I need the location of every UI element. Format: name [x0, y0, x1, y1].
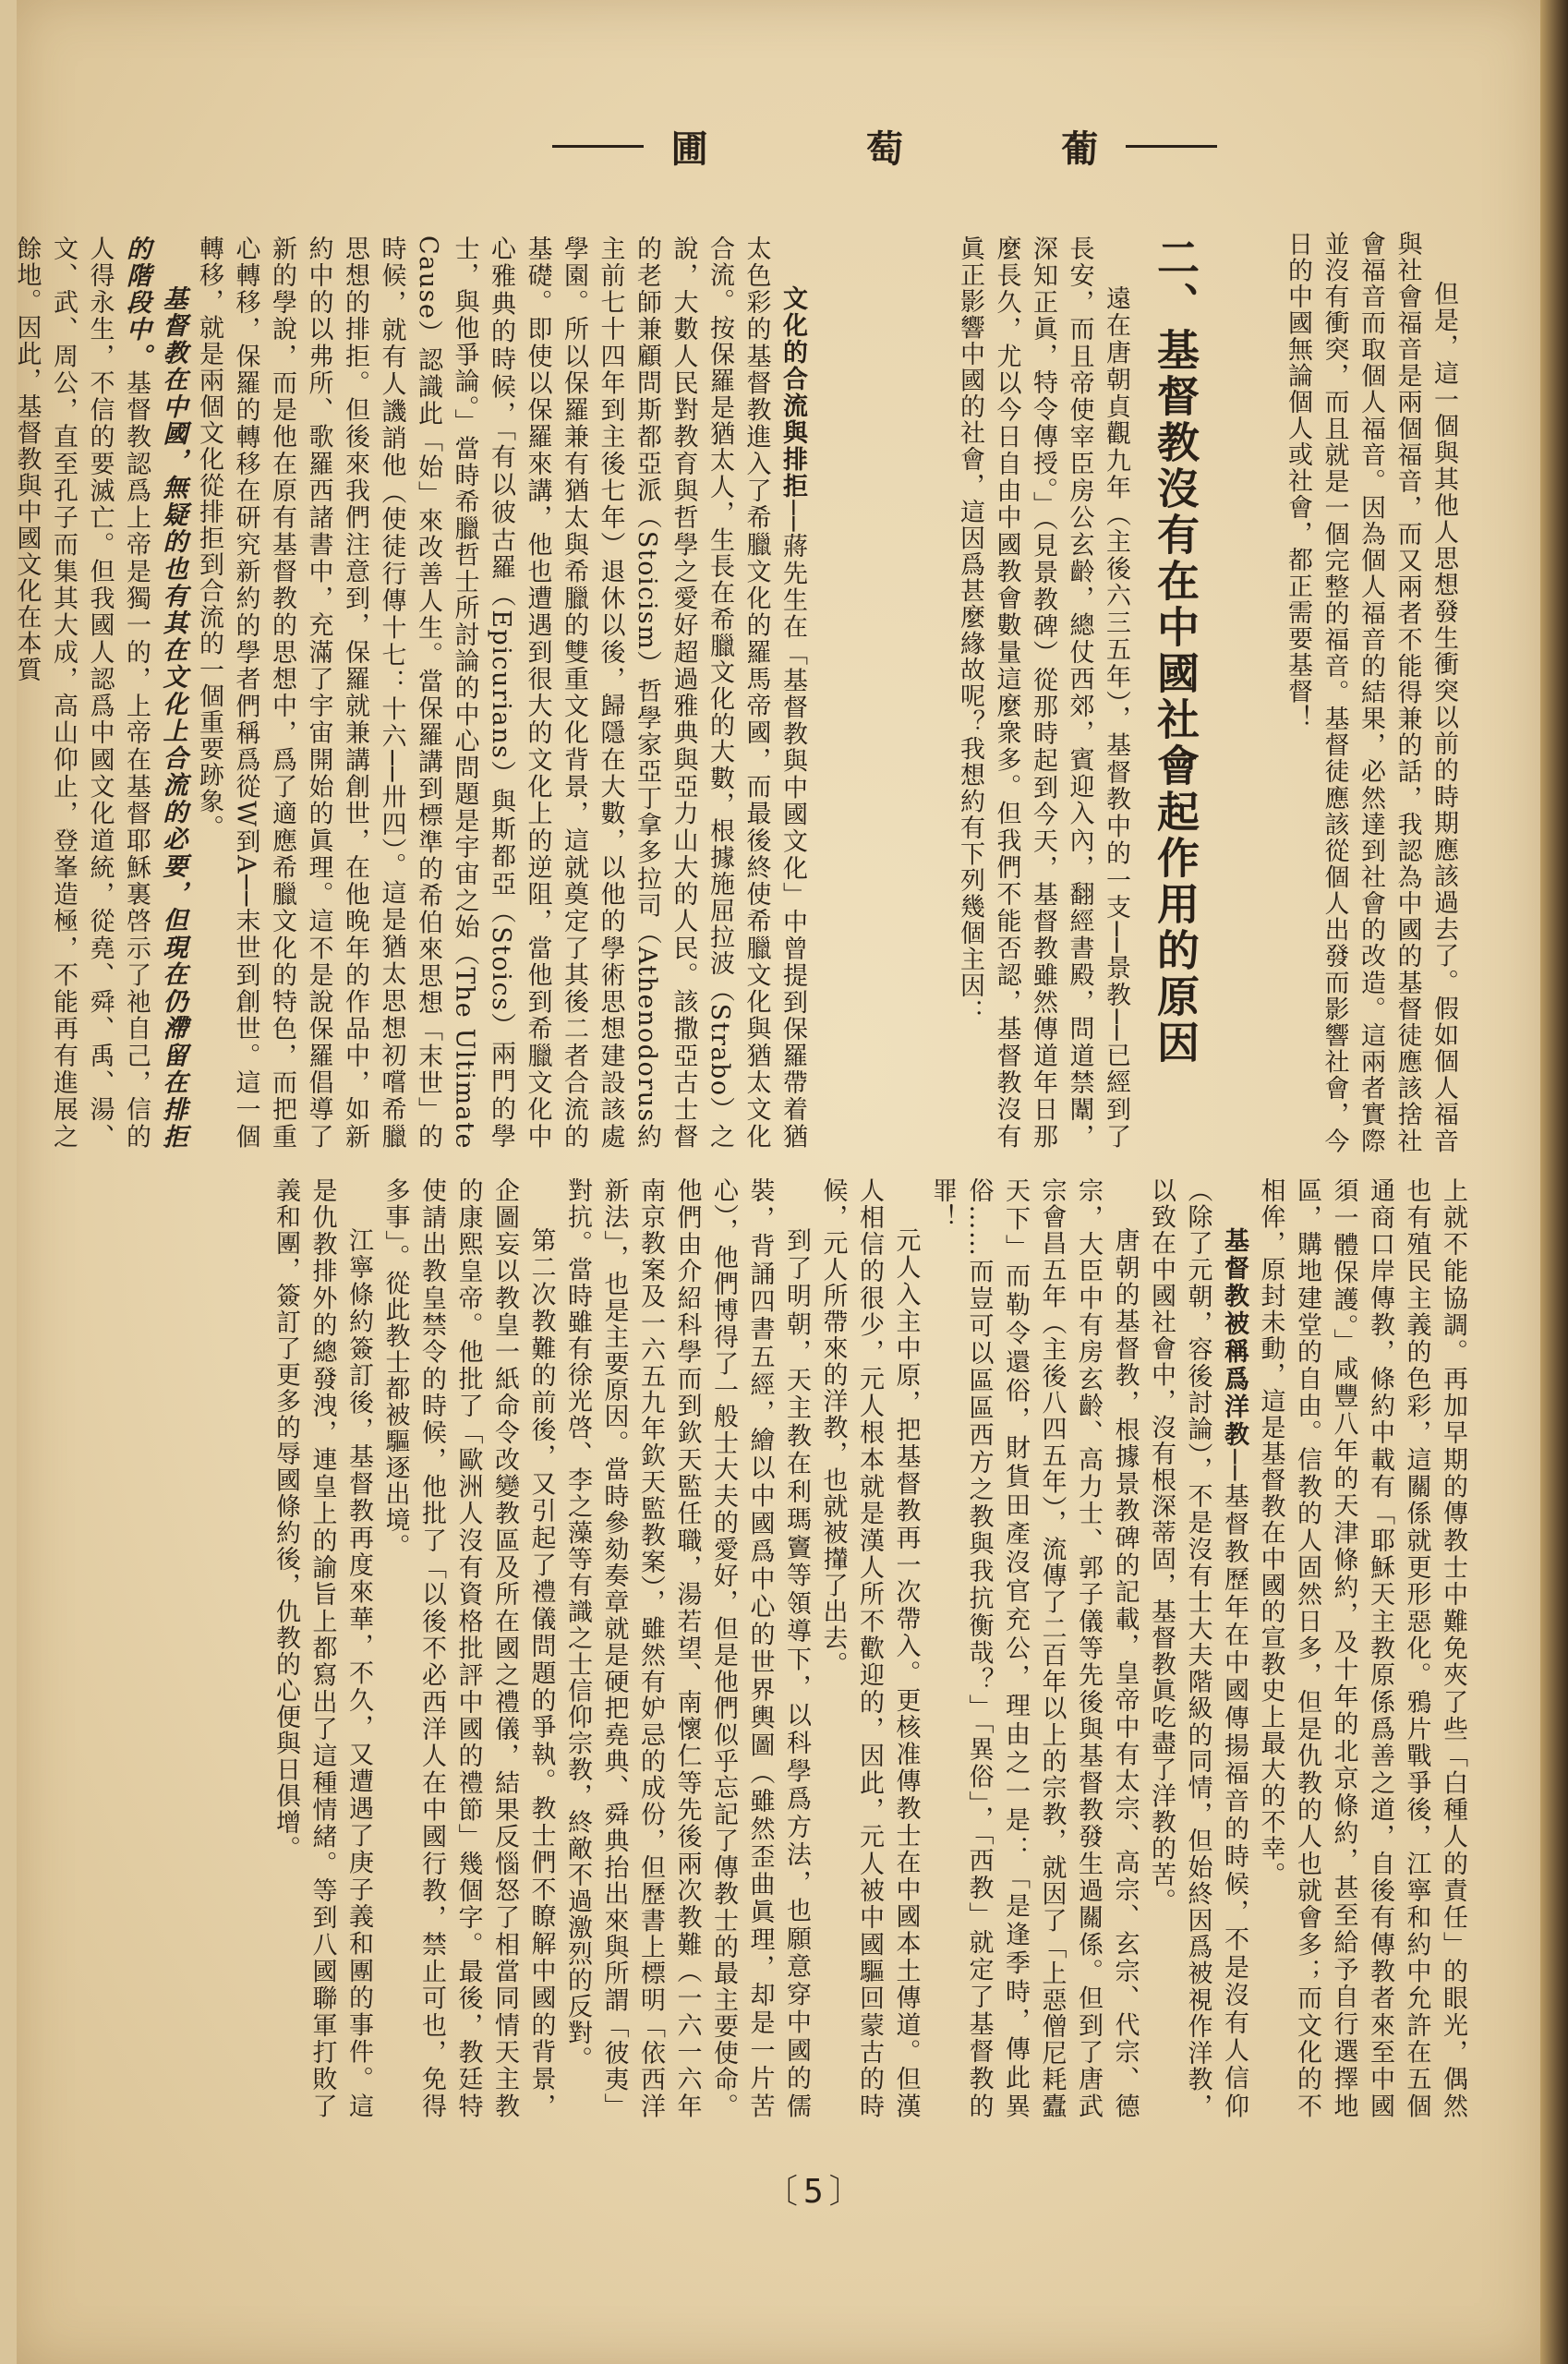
culture-paragraph-text: ──蔣先生在「基督教與中國文化」中曾提到保羅帶着猶太色彩的基督教進入了希臘文化的羅馬帝國，而最後終使希臘文化與猶太文化合流。按保羅是猶太人，生長在希臘文化的大數，根據施屈拉波（Strabo）之說，大數人民對教育與哲學之愛好超過雅典與亞力山大的人民。該撒亞古士督的老師兼顧問斯都亞派（Stoicism）哲學家亞丁拿多拉司（Athenodorus約主前七十四年到主後七年）退休以後，歸隱在大數，以他的學術思想建設該處學園。所以保羅兼有猶太與希臘的雙重文化背景，這就奠定了其後二者合流的基礎。即使以保羅來講，他也遭遇到很大的文化上的逆阻，當他到希臘文化中心雅典的時候，「有以彼古羅（Epicurians）與斯都亞（Stoics）兩門的學士，與他爭論。」當時希臘哲士所討論的中心問題是宇宙之始（The Ultimate Cause）認識此「始」來改善人生。當保羅講到標準的希伯來思想「末世」的時候，就有人譏誚他（使徒行傳十七：十六──卅四）。這是猶太思想初嚐希臘思想的排拒。但後來我們注意到，保羅就兼講創世，在他晚年的作品中，如新約中的以弗所、歌羅西諸書中，充滿了宇宙開始的眞理。這不是說保羅倡導了新的學說，而是他在原有基督教的思想中，爲了適應希臘文化的特色，而把重心轉移，保羅的轉移在研究新約的學者們稱爲從W到A──末世到創世。這一個轉移，就是兩個文化從排拒到合流的一個重要跡象。 [195, 235, 807, 1151]
page-sheet [12, 0, 1540, 2364]
rites-paragraph: 第二次教難的前後，又引起了禮儀問題的爭執。教士們不瞭解中國的背景，企圖妄以教皇一紙命令改變教區及所在國之禮儀，結果反惱怒了相當同情天主教的康熙皇帝。他批了「歐洲人沒有資格批評中國的禮節」幾個字。最後，教廷特使請出教皇禁令的時候，他批了「以後不必西洋人在中國行教，禁止可也，免得多事」。從此教士都被驅逐出境。 [380, 1177, 556, 2119]
boxer-paragraph: 江寧條約簽訂後，基督教再度來華，不久，又遭遇了庚子義和團的事件。這是仇教排外的總發洩，連皇上的諭旨上都寫出了這種情緒。等到八國聯軍打敗了義和團，簽訂了更多的辱國條約後，仇教的心便與日俱增。 [271, 1177, 373, 2119]
header-rule-right [1126, 145, 1217, 148]
section-paragraph-text: 遠在唐朝貞觀九年（主後六三五年），基督教中的一支──景教──已經到了長安，而且帝使宰臣房公玄齡，總仗西郊，賓迎入內，翻經書殿，問道禁闈，深知正眞，特令傳授。」（見景教碑）從那時起到今天，基督教雖然傳道年日那麼長久，尤以今日自由中國教會數量這麼衆多。但我們不能否認，基督教沒有眞正影響中國的社會，這因爲甚麼緣故呢？我想約有下列幾個主因： [956, 235, 1130, 1150]
section-title: 二、基督教沒有在中國社會起作用的原因 [1151, 235, 1200, 1067]
lower-block [30, 1177, 1471, 2119]
intro-text: 但是，這一個與其他人思想發生衝突以前的時期應該過去了。假如個人福音與社會福音是兩個福音，而又兩者不能得兼的話，我認為中國的基督徒應該捨社會福音而取個人福音。因為個人福音的結果，必然達到社會的改造。這兩者實際並沒有衝突，而且就是一個完整的福音。基督徒應該從個人出發而影響社會，今日的中國無論個人或社會，都正需要基督！ [1284, 231, 1458, 1154]
tang-paragraph: 唐朝的基督教，根據景教碑的記載，皇帝中有太宗、高宗、玄宗、代宗、德宗，大臣中有房玄齡、高力士、郭子儀等先後與基督教發生過關係。但到了唐武宗會昌五年（主後八四五年），流傳了二百年以上的宗教，就因了「上惡僧尼耗蠹天下」而勒令還俗，財貨田產沒官充公，理由之一是：「是逢季時，傳此異俗……而豈可以區區西方之教與我抗衡哉？」「異俗」，「西教」就定了基督教的罪！ [928, 1177, 1140, 2119]
continuation-paragraph: 上就不能協調。再加早期的傳教士中難免夾了些「白種人的責任」的眼光，偶然也有殖民主義的色彩，這關係就更形惡化。鴉片戰爭後，江寧和約中允許在五個通商口岸傳教，條約中載有「耶穌天主教原係爲善之道，自後有傳教者來至中國須一體保護。」咸豐八年的天津條約，及十年的北京條約，甚至給予自行選擇地區，購地建堂的自由。信教的人固然日多，但是仇教的人也就會多；而文化的不相侔，原封未動，這是基督教在中國的宣教史上最大的不幸。 [1256, 1177, 1467, 2119]
emphasis-paragraph [8, 235, 191, 1150]
intro-paragraph [1222, 231, 1462, 1154]
header-char-3: 葡 [1061, 127, 1099, 171]
foreign-religion-text: ──基督教歷年在中國傳揚福音的時候，不是沒有人信仰（除了元朝，容後討論），不是沒有士大夫階級的同情，但始終因爲被視作洋教，以致在中國社會中，沒有根深蒂固，基督教眞吃盡了洋教的苦。 [1147, 1177, 1248, 2119]
emphasis-text: 基督教在中國，無疑的也有其在文化上合流的必要，但現在仍滯留在排拒的階段中。 [122, 235, 187, 1150]
subhead-culture: 文化的合流與排拒 [778, 285, 807, 501]
binding-spine [1540, 0, 1568, 2364]
page-number: 〔5〕 [765, 2173, 868, 2211]
header-char-1: 圃 [670, 127, 708, 171]
header-rule-left [552, 145, 644, 148]
theology-paragraph-text: 基督教認爲上帝是獨一的，上帝在基督耶穌裏啓示了祂自己，信的人得永生，不信的要滅亡。但我國人認爲中國文化道統，從堯、舜、禹、湯、文、武、周公，直至孔子而集其大成，高山仰止，登峯造極，不能再有進展之餘地。因此，基督教與中國文化在本質 [12, 235, 151, 1151]
ming-paragraph: 到了明朝，天主教在利瑪竇等領導下，以科學爲方法，也願意穿中國的儒裝，背誦四書五經，繪以中國爲中心的世界輿圖（雖然歪曲眞理，却是一片苦心），他們博得了一般士大夫的愛好，但是他們似乎忘記了傳教士的最主要使命。他們由介紹科學而到欽天監任職，湯若望、南懷仁等先後兩次教難（一六一六年南京教案及一六五九年欽天監教案），雖然有妒忌的成份，但歷書上標明「依西洋新法」，也是主要原因。當時參劾奏章就是硬把堯典、舜典抬出來與所謂「彼夷」對抗。當時雖有徐光啓、李之藻等有識之士信仰宗教，終敵不過激烈的反對。 [563, 1177, 811, 2119]
foreign-religion-paragraph [1143, 1177, 1253, 2119]
section-paragraph [825, 235, 1134, 1150]
culture-section [12, 235, 811, 1151]
page-header [552, 118, 1217, 174]
header-char-2: 萄 [866, 127, 903, 171]
subhead-foreign-religion: 基督教被稱爲洋教 [1220, 1227, 1248, 1450]
culture-paragraph [191, 235, 812, 1150]
yuan-paragraph: 元人入主中原，把基督教再一次帶入。更核准傳教士在中國本土傳道。但漢人相信的很少，元人根本就是漢人所不歡迎的，因此，元人被中國驅回蒙古的時候，元人所帶來的洋教，也就被攆了出去。 [818, 1177, 921, 2119]
